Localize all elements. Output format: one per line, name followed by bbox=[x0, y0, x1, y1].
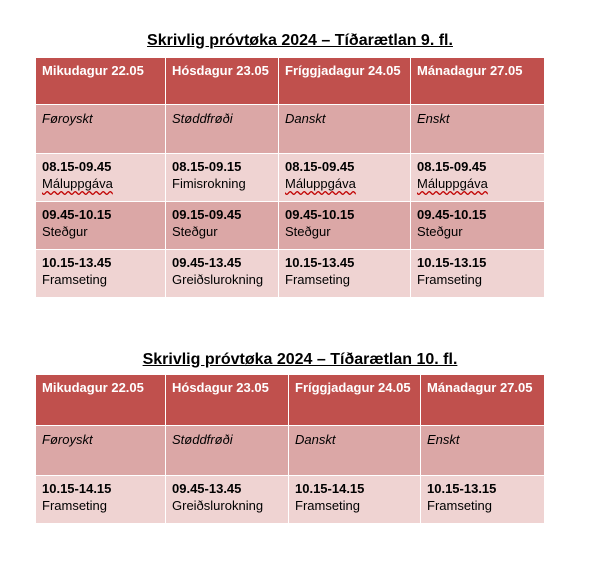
day-header-row bbox=[36, 375, 544, 426]
activity: Framseting bbox=[285, 272, 351, 287]
time-slot: 09.15-09.45 bbox=[172, 207, 242, 222]
activity: Steðgur bbox=[42, 224, 88, 239]
schedule-row bbox=[36, 250, 544, 298]
subject-cell: Danskt bbox=[279, 105, 411, 154]
time-slot: 10.15-14.15 bbox=[295, 481, 365, 496]
schedule-cell bbox=[279, 154, 411, 202]
schedule-cell bbox=[166, 476, 289, 524]
subject-cell: Støddfrøði bbox=[166, 426, 289, 476]
time-slot: 08.15-09.15 bbox=[172, 159, 242, 174]
activity: Máluppgáva bbox=[42, 176, 113, 191]
time-slot: 10.15-13.15 bbox=[417, 255, 487, 270]
schedule-row bbox=[36, 154, 544, 202]
schedule-table-9 bbox=[36, 58, 544, 298]
schedule-cell bbox=[166, 250, 279, 298]
day-header: Mánadagur 27.05 bbox=[421, 375, 544, 426]
schedule-title-10: Skrivlig próvtøka 2024 – Tíðarætlan 10. fl. bbox=[142, 351, 458, 368]
time-slot: 08.15-09.45 bbox=[285, 159, 355, 174]
activity: Steðgur bbox=[417, 224, 463, 239]
day-header: Mikudagur 22.05 bbox=[36, 375, 166, 426]
subject-cell: Enskt bbox=[421, 426, 544, 476]
schedule-cell bbox=[411, 250, 544, 298]
time-slot: 10.15-14.15 bbox=[42, 481, 112, 496]
day-header: Hósdagur 23.05 bbox=[166, 375, 289, 426]
subject-row bbox=[36, 105, 544, 154]
subject-cell: Støddfrøði bbox=[166, 105, 279, 154]
schedule-table-10 bbox=[36, 375, 544, 524]
schedule-cell bbox=[36, 202, 166, 250]
day-header: Fríggjadagur 24.05 bbox=[279, 58, 411, 105]
time-slot: 09.45-10.15 bbox=[42, 207, 112, 222]
activity: Framseting bbox=[42, 498, 108, 513]
day-header: Mánadagur 27.05 bbox=[411, 58, 544, 105]
activity: Framseting bbox=[295, 498, 361, 513]
time-slot: 10.15-13.45 bbox=[285, 255, 355, 270]
schedule-cell bbox=[36, 476, 166, 524]
subject-row bbox=[36, 426, 544, 476]
schedule-row bbox=[36, 476, 544, 524]
activity: Steðgur bbox=[172, 224, 218, 239]
time-slot: 09.45-10.15 bbox=[285, 207, 355, 222]
day-header-row bbox=[36, 58, 544, 105]
time-slot: 09.45-13.45 bbox=[172, 255, 242, 270]
day-header: Hósdagur 23.05 bbox=[166, 58, 279, 105]
time-slot: 09.45-13.45 bbox=[172, 481, 242, 496]
activity: Framseting bbox=[417, 272, 483, 287]
day-header: Fríggjadagur 24.05 bbox=[289, 375, 421, 426]
day-header: Mikudagur 22.05 bbox=[36, 58, 166, 105]
schedule-cell bbox=[289, 476, 421, 524]
schedule-cell bbox=[36, 154, 166, 202]
activity: Greiðslurokning bbox=[172, 498, 264, 513]
schedule-cell bbox=[411, 154, 544, 202]
subject-cell: Føroyskt bbox=[36, 426, 166, 476]
activity: Máluppgáva bbox=[285, 176, 356, 191]
activity: Greiðslurokning bbox=[172, 272, 264, 287]
activity: Steðgur bbox=[285, 224, 331, 239]
schedule-title-9: Skrivlig próvtøka 2024 – Tíðarætlan 9. fl. bbox=[147, 32, 453, 49]
schedule-cell bbox=[411, 202, 544, 250]
subject-cell: Enskt bbox=[411, 105, 544, 154]
activity: Framseting bbox=[42, 272, 108, 287]
time-slot: 10.15-13.15 bbox=[427, 481, 497, 496]
time-slot: 10.15-13.45 bbox=[42, 255, 112, 270]
activity: Máluppgáva bbox=[417, 176, 488, 191]
schedule-cell bbox=[279, 250, 411, 298]
schedule-cell bbox=[421, 476, 544, 524]
schedule-row bbox=[36, 202, 544, 250]
time-slot: 08.15-09.45 bbox=[42, 159, 112, 174]
subject-cell: Føroyskt bbox=[36, 105, 166, 154]
schedule-cell bbox=[166, 154, 279, 202]
schedule-cell bbox=[36, 250, 166, 298]
schedule-cell bbox=[166, 202, 279, 250]
subject-cell: Danskt bbox=[289, 426, 421, 476]
activity: Framseting bbox=[427, 498, 493, 513]
time-slot: 09.45-10.15 bbox=[417, 207, 487, 222]
activity: Fimisrokning bbox=[172, 176, 246, 191]
schedule-cell bbox=[279, 202, 411, 250]
time-slot: 08.15-09.45 bbox=[417, 159, 487, 174]
